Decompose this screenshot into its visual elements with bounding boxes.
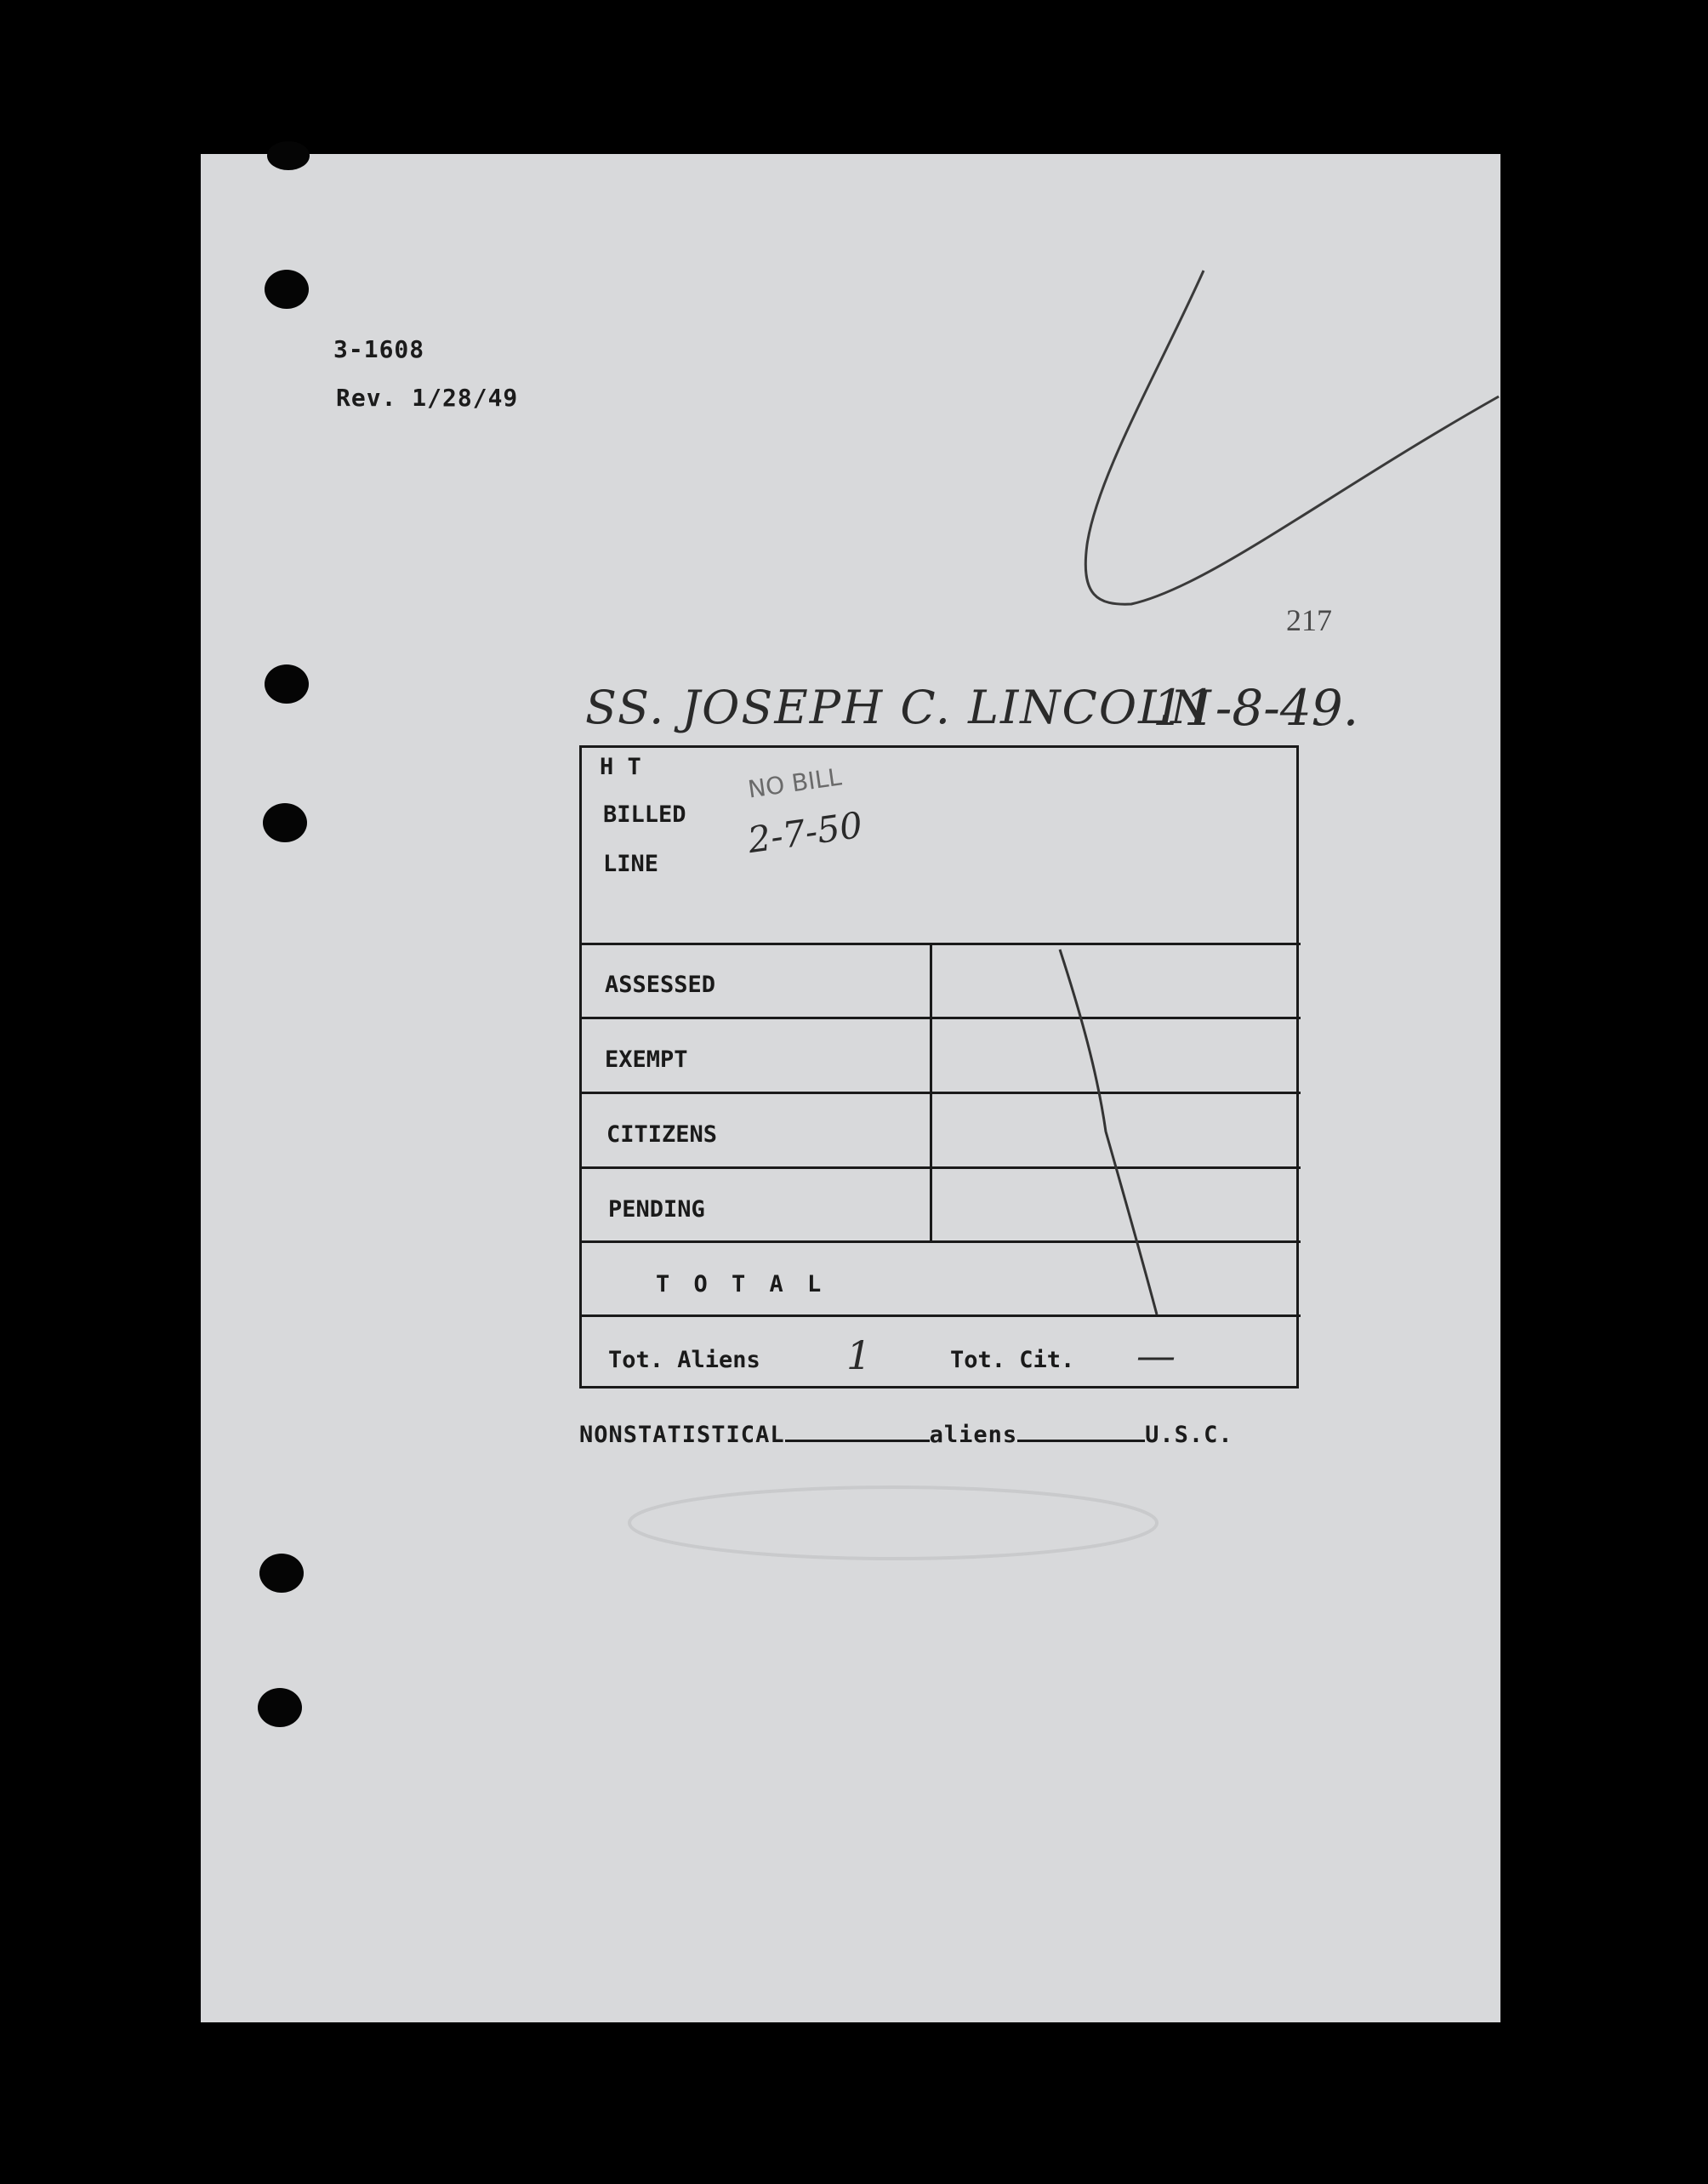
row-exempt: EXEMPT	[605, 1046, 688, 1073]
check-mark-stroke	[1085, 271, 1499, 604]
no-bill-stamp: NO BILL	[746, 762, 844, 804]
aliens-label: aliens	[929, 1422, 1018, 1448]
row-citizens: CITIZENS	[606, 1121, 718, 1148]
vessel-date: 11-8-49.	[1153, 679, 1359, 737]
row-assessed: ASSESSED	[605, 972, 716, 998]
tot-cit-value: —	[1136, 1332, 1176, 1378]
total-label: T O T A L	[656, 1271, 827, 1297]
tot-aliens-label: Tot. Aliens	[608, 1347, 760, 1373]
row-pending: PENDING	[608, 1196, 705, 1223]
vessel-name: SS. JOSEPH C. LINCOLN	[585, 681, 1213, 734]
tot-aliens-value: 1	[846, 1332, 872, 1378]
form-number: 3-1608	[333, 335, 425, 363]
form-revision: Rev. 1/28/49	[336, 384, 519, 412]
tot-cit-label: Tot. Cit.	[950, 1347, 1075, 1373]
nonstatistical-label: NONSTATISTICAL	[579, 1422, 785, 1448]
no-bill-date: 2-7-50	[745, 803, 866, 862]
label-billed: BILLED	[603, 801, 686, 828]
diagonal-pencil-line	[1060, 949, 1157, 1314]
label-ht: H T	[600, 754, 641, 780]
usc-label: U.S.C.	[1145, 1422, 1233, 1448]
faint-erased-mark	[629, 1487, 1157, 1559]
label-line: LINE	[603, 851, 659, 877]
page-number: 217	[1286, 603, 1332, 637]
